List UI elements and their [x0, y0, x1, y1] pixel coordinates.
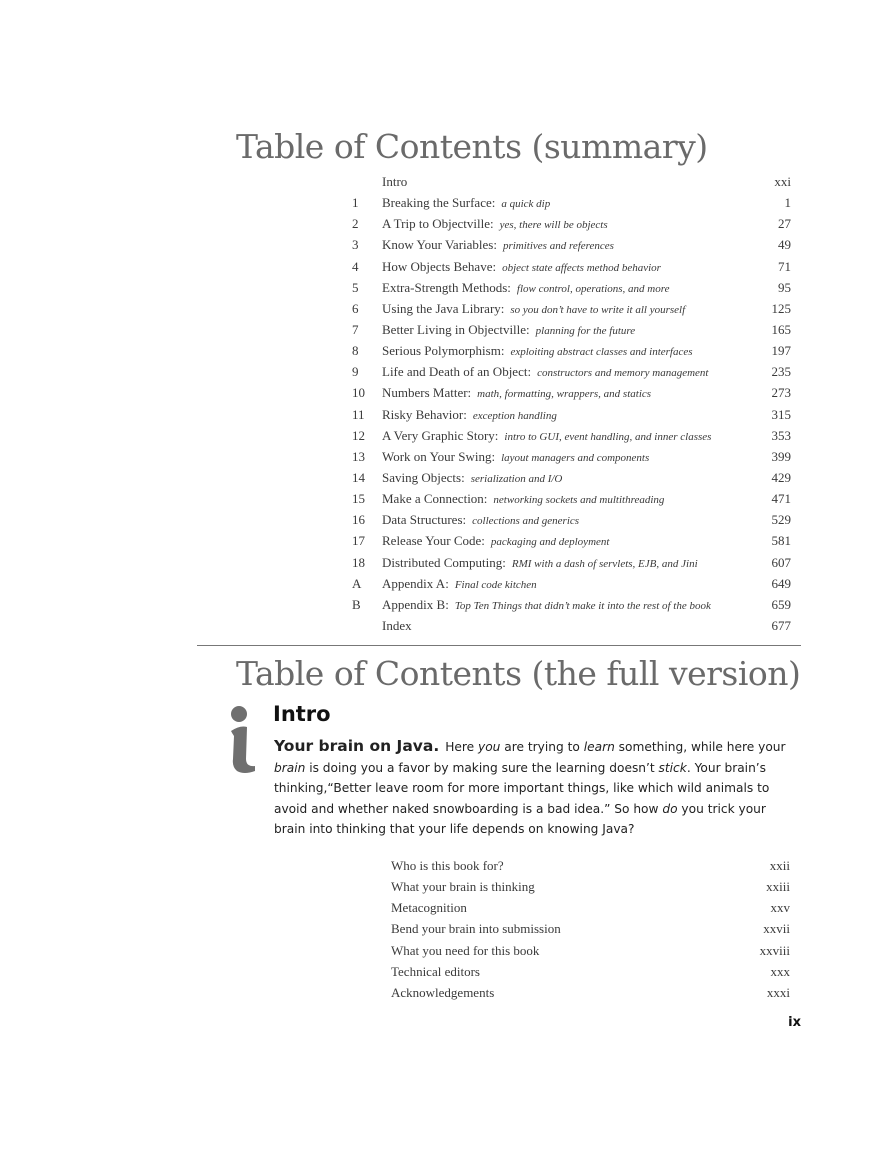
page-number: ix: [788, 1015, 801, 1030]
page-ref: 353: [771, 427, 791, 443]
body-text: you trick your brain into thinking that your life depends on knowing Java?: [274, 801, 766, 837]
section-title: Acknowledgements: [391, 984, 495, 1000]
section-divider: [197, 645, 801, 646]
page-ref: xxv: [770, 900, 790, 916]
section-row: [0, 897, 893, 918]
page-ref: 197: [771, 343, 791, 359]
toc-row: [0, 361, 893, 382]
page-ref: 581: [771, 533, 791, 549]
chapter-title: Intro: [382, 174, 408, 189]
chapter-subtitle: packaging and deployment: [490, 536, 610, 549]
chapter-number: A: [352, 575, 362, 591]
body-text: something, while here your: [614, 740, 786, 754]
chapter-title-group: [382, 298, 685, 321]
chapter-title: Breaking the Surface:: [382, 195, 496, 211]
page-ref: xxx: [770, 963, 790, 979]
section-title: Who is this book for?: [391, 858, 504, 873]
chapter-number: 11: [352, 406, 365, 422]
toc-row: [0, 467, 893, 488]
page-ref: 125: [771, 300, 791, 316]
chapter-title-group: [382, 213, 608, 236]
page-ref: xxviii: [759, 942, 790, 958]
chapter-title: Appendix B:: [382, 596, 449, 612]
toc-row: [0, 446, 893, 467]
chapter-number: 15: [352, 491, 365, 507]
page-ref: 649: [771, 575, 791, 591]
chapter-number: 5: [352, 279, 359, 295]
chapter-i-glyph: [228, 703, 258, 775]
chapter-subtitle: Final code kitchen: [454, 578, 537, 591]
chapter-title: Serious Polymorphism:: [382, 343, 505, 359]
chapter-title: Data Structures:: [382, 512, 467, 528]
emphasis-text: do: [662, 801, 678, 816]
chapter-subtitle: primitives and references: [502, 240, 614, 253]
chapter-number: 8: [352, 343, 359, 359]
chapter-number: 13: [352, 448, 365, 464]
page-ref: xxxi: [766, 984, 790, 1000]
toc-row: [0, 425, 893, 446]
page-ref: 273: [771, 385, 791, 401]
page-ref: 315: [771, 406, 791, 422]
chapter-title-group: [382, 256, 661, 279]
chapter-title-group: [382, 573, 537, 596]
chapter-title: How Objects Behave:: [382, 258, 497, 274]
body-text: is doing you a favor by making sure the learning doesn’t: [305, 760, 659, 775]
chapter-subtitle: so you don’t have to write it all yourself: [510, 303, 686, 316]
chapter-title-group: [382, 446, 649, 469]
section-title: What your brain is thinking: [391, 879, 535, 895]
chapter-title: Extra-Strength Methods:: [382, 279, 511, 295]
page-ref: 235: [771, 364, 791, 380]
chapter-title: A Very Graphic Story:: [382, 427, 499, 443]
section-row: [0, 940, 893, 961]
chapter-title: A Trip to Objectville:: [382, 216, 494, 232]
chapter-title-group: [382, 319, 635, 342]
page-ref: 529: [771, 512, 791, 528]
chapter-title-group: [382, 615, 418, 638]
page-ref: 49: [778, 237, 791, 253]
chapter-title: Risky Behavior:: [382, 406, 467, 422]
intro-section-list: [0, 855, 893, 1003]
page-ref: 1: [784, 195, 791, 211]
chapter-subtitle: planning for the future: [535, 324, 636, 337]
chapter-title: Numbers Matter:: [382, 385, 472, 401]
chapter-title-group: [382, 488, 664, 511]
page-ref: xxii: [769, 858, 790, 873]
chapter-number: 16: [352, 512, 365, 528]
chapter-title-group: [382, 467, 562, 490]
chapter-title: Work on Your Swing:: [382, 448, 496, 464]
section-row: [0, 918, 893, 939]
chapter-title: Appendix A:: [382, 575, 449, 591]
chapter-number: 2: [352, 216, 359, 232]
toc-row: [0, 298, 893, 319]
chapter-title-group: [382, 530, 609, 553]
chapter-title-group: [382, 192, 550, 215]
toc-row: [0, 509, 893, 530]
chapter-subtitle: flow control, operations, and more: [516, 282, 670, 295]
page-ref: 429: [771, 469, 791, 485]
page-ref: 471: [771, 491, 791, 507]
chapter-number: 12: [352, 427, 365, 443]
chapter-number: 14: [352, 469, 365, 485]
toc-row: [0, 530, 893, 551]
toc-row: [0, 488, 893, 509]
page-ref: 27: [778, 216, 791, 232]
page-ref: 659: [771, 596, 791, 612]
chapter-number: 6: [352, 300, 359, 316]
chapter-title-group: [382, 171, 413, 194]
chapter-title-group: [382, 382, 651, 405]
chapter-title: Better Living in Objectville:: [382, 321, 530, 337]
chapter-subtitle: constructors and memory management: [537, 367, 709, 380]
chapter-subtitle: intro to GUI, event handling, and inner classes: [504, 430, 712, 443]
chapter-title: Life and Death of an Object:: [382, 364, 532, 380]
chapter-subtitle: Top Ten Things that didn’t make it into the rest of the book: [454, 599, 711, 612]
chapter-title: Make a Connection:: [382, 491, 488, 507]
chapter-subtitle: object state affects method behavior: [502, 261, 661, 274]
page-ref: 399: [771, 448, 791, 464]
emphasis-text: you: [478, 740, 501, 754]
chapter-number: B: [352, 596, 361, 612]
chapter-number: 3: [352, 237, 359, 253]
toc-row: [0, 615, 893, 636]
section-title: What you need for this book: [391, 942, 540, 958]
page-ref: 165: [771, 321, 791, 337]
chapter-title: Using the Java Library:: [382, 300, 505, 316]
chapter-number: 9: [352, 364, 359, 380]
page-ref: 677: [771, 617, 791, 633]
toc-row: [0, 171, 893, 192]
body-text: . Your brain’s thinking,“Better leave room for more important things, like which wild animals to avoid and whether naked snowboarding is a bad idea.” So how: [274, 760, 770, 816]
chapter-title: Index: [382, 617, 412, 633]
emphasis-text: brain: [274, 760, 306, 775]
chapter-number: 4: [352, 258, 359, 274]
section-row: [0, 961, 893, 982]
page-ref: xxiii: [766, 879, 790, 895]
chapter-number: 18: [352, 554, 365, 570]
full-toc-title: Table of Contents (the full version): [236, 654, 801, 693]
page-ref: xxvii: [763, 921, 790, 937]
page-ref: 95: [778, 279, 791, 295]
toc-row: [0, 256, 893, 277]
chapter-title: Release Your Code:: [382, 533, 485, 549]
chapter-subtitle: layout managers and components: [501, 451, 650, 464]
chapter-title-group: [382, 340, 693, 363]
chapter-subtitle: serialization and I/O: [470, 472, 563, 485]
body-text: are trying to: [500, 740, 584, 754]
chapter-subtitle: a quick dip: [501, 198, 551, 211]
toc-row: [0, 277, 893, 298]
summary-toc-title: Table of Contents (summary): [236, 127, 708, 166]
intro-lead: Your brain on Java.: [274, 737, 440, 755]
chapter-title-group: [382, 361, 708, 384]
toc-row: [0, 594, 893, 615]
summary-toc-list: [0, 171, 893, 636]
toc-row: [0, 234, 893, 255]
intro-description: [274, 736, 794, 840]
chapter-number: 1: [352, 195, 359, 211]
emphasis-text: learn: [583, 740, 615, 754]
chapter-title-group: [382, 234, 614, 257]
chapter-title-group: [382, 425, 711, 448]
section-title: Bend your brain into submission: [391, 921, 561, 937]
chapter-title: Distributed Computing:: [382, 554, 506, 570]
toc-row: [0, 319, 893, 340]
chapter-title: Know Your Variables:: [382, 237, 497, 253]
section-row: [0, 982, 893, 1003]
chapter-subtitle: math, formatting, wrappers, and statics: [477, 388, 652, 401]
chapter-subtitle: collections and generics: [472, 515, 580, 528]
toc-row: [0, 213, 893, 234]
chapter-title-group: [382, 552, 698, 575]
page-ref: 71: [778, 258, 791, 274]
page-ref: xxi: [774, 174, 791, 189]
intro-chapter-heading: Intro: [273, 702, 331, 726]
chapter-subtitle: exception handling: [472, 409, 557, 422]
toc-row: [0, 382, 893, 403]
section-title: Technical editors: [391, 963, 480, 979]
section-title: Metacognition: [391, 900, 467, 916]
toc-row: [0, 340, 893, 361]
toc-row: [0, 573, 893, 594]
toc-row: [0, 404, 893, 425]
chapter-title-group: [382, 277, 669, 300]
chapter-subtitle: exploiting abstract classes and interfaces: [510, 346, 693, 359]
section-row: [0, 876, 893, 897]
chapter-title-group: [382, 404, 557, 427]
toc-row: [0, 552, 893, 573]
chapter-title: Saving Objects:: [382, 469, 465, 485]
section-row: [0, 855, 893, 876]
chapter-title-group: [382, 594, 711, 617]
body-text: Here: [445, 740, 479, 754]
chapter-number: 17: [352, 533, 365, 549]
emphasis-text: stick: [658, 760, 687, 775]
toc-row: [0, 192, 893, 213]
chapter-number: 10: [352, 385, 365, 401]
chapter-title-group: [382, 509, 579, 532]
chapter-number: 7: [352, 321, 359, 337]
page-ref: 607: [771, 554, 791, 570]
chapter-subtitle: RMI with a dash of servlets, EJB, and Jini: [511, 557, 698, 570]
chapter-subtitle: networking sockets and multithreading: [493, 494, 665, 507]
chapter-subtitle: yes, there will be objects: [499, 219, 608, 232]
